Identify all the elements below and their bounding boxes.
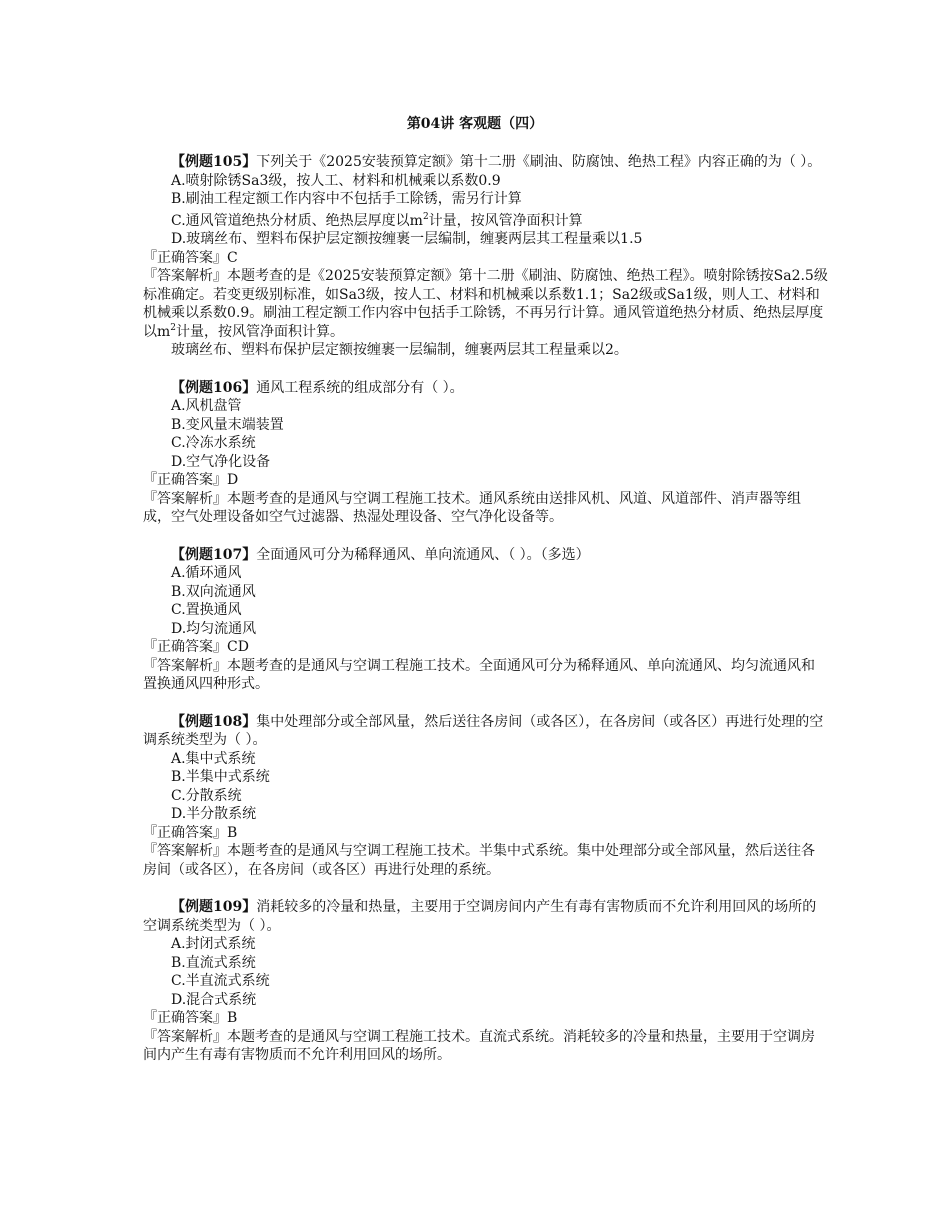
option-a: A.循环通风 <box>171 565 242 581</box>
option-d: D.空气净化设备 <box>171 453 271 470</box>
question-stem <box>143 379 828 398</box>
question-text: 全面通风可分为稀释通风、单向流通风、（ ）。（多选） <box>256 546 590 563</box>
question-108 <box>143 713 828 880</box>
option-a: A.集中式系统 <box>171 750 256 767</box>
question-stem <box>143 153 828 172</box>
analysis-text: 『答案解析』本题考查的是《2025安装预算定额》第十二册《刷油、防腐蚀、绝热工程》。喷射除锈按Sa2.5级标准确定。若变更级别标准，如Sa3级，按人工、材料和机械乘以系数1.1；Sa2级或Sa1级，则人工、材料和机械乘以系数0.9。刷油工程定额工作内容中包括手工除锈，不再另行计算。通风管道绝热分材质、绝热层厚度以m <box>143 268 828 340</box>
question-stem <box>143 898 828 935</box>
question-label: 【例题106】 <box>171 379 257 396</box>
option-a: A.封闭式系统 <box>171 936 256 952</box>
option-a: A.风机盘管 <box>171 398 242 414</box>
answer-analysis <box>143 267 828 341</box>
option-b: B.双向流通风 <box>171 583 256 600</box>
question-stem <box>143 713 828 750</box>
question-label: 【例题109】 <box>171 899 257 915</box>
analysis-continuation: 玻璃丝布、塑料布保护层定额按缠裹一层编制，缠裹两层其工程量乘以2。 <box>171 342 628 358</box>
question-stem <box>143 546 828 565</box>
correct-answer: 『正确答案』CD <box>143 639 249 655</box>
question-text: 下列关于《2025安装预算定额》第十二册《刷油、防腐蚀、绝热工程》内容正确的为（ ）。 <box>256 154 822 170</box>
option-d: D.玻璃丝布、塑料布保护层定额按缠裹一层编制，缠裹两层其工程量乘以1.5 <box>171 231 643 247</box>
correct-answer: 『正确答案』D <box>143 472 239 488</box>
option-b: B.刷油工程定额工作内容中不包括手工除锈，需另行计算 <box>171 191 522 207</box>
superscript: 2 <box>422 211 429 222</box>
correct-answer: 『正确答案』B <box>143 824 238 841</box>
correct-answer: 『正确答案』B <box>143 1010 238 1026</box>
option-b: B.变风量末端装置 <box>171 416 284 433</box>
answer-analysis: 『答案解析』本题考查的是通风与空调工程施工技术。直流式系统。消耗较多的冷量和热量，主要用于空调房间内产生有毒有害物质而不允许利用回风的场所。 <box>143 1028 815 1063</box>
option-c: C.冷冻水系统 <box>171 435 256 451</box>
analysis-text-end: 计量，按风管净面积计算。 <box>176 323 345 340</box>
answer-analysis: 『答案解析』本题考查的是通风与空调工程施工技术。全面通风可分为稀释通风、单向流通风、均匀流通风和置换通风四种形式。 <box>143 657 815 692</box>
question-label: 【例题105】 <box>171 154 257 170</box>
option-c: C.分散系统 <box>171 787 242 804</box>
option-d: D.半分散系统 <box>171 806 257 822</box>
option-d: D.混合式系统 <box>171 991 257 1008</box>
option-a: A.喷射除锈Sa3级，按人工、材料和机械乘以系数0.9 <box>171 172 501 189</box>
option-b: B.半集中式系统 <box>171 769 270 785</box>
question-label: 【例题107】 <box>171 546 257 563</box>
question-106 <box>143 379 828 527</box>
question-text: 通风工程系统的组成部分有（ ）。 <box>256 379 464 396</box>
correct-answer: 『正确答案』C <box>143 249 238 266</box>
option-c: C.置换通风 <box>171 602 242 618</box>
question-105 <box>143 153 828 360</box>
question-label: 【例题108】 <box>171 713 257 730</box>
question-109 <box>143 898 828 1065</box>
option-c <box>143 212 828 231</box>
question-text: 消耗较多的冷量和热量，主要用于空调房间内产生有毒有害物质而不允许利用回风的场所的空调系统类型为（ ）。 <box>143 899 817 934</box>
superscript: 2 <box>170 322 177 333</box>
document-body <box>143 153 828 1084</box>
option-b: B.直流式系统 <box>171 954 256 971</box>
page-title: 第04讲 客观题（四） <box>406 116 544 132</box>
answer-analysis: 『答案解析』本题考查的是通风与空调工程施工技术。半集中式系统。集中处理部分或全部风量，然后送往各房间（或各区），在各房间（或各区）再进行处理的系统。 <box>143 843 815 878</box>
option-c-text-end: 计量，按风管净面积计算 <box>428 212 583 229</box>
option-d: D.均匀流通风 <box>171 620 257 637</box>
question-text: 集中处理部分或全部风量，然后送往各房间（或各区），在各房间（或各区）再进行处理的空调系统类型为（ ）。 <box>143 713 824 748</box>
option-c: C.半直流式系统 <box>171 973 270 989</box>
answer-analysis: 『答案解析』本题考查的是通风与空调工程施工技术。通风系统由送排风机、风道、风道部件、消声器等组成，空气处理设备如空气过滤器、热湿处理设备、空气净化设备等。 <box>143 490 801 525</box>
question-107 <box>143 546 828 694</box>
option-c-text: C.通风管道绝热分材质、绝热层厚度以m <box>171 212 423 229</box>
